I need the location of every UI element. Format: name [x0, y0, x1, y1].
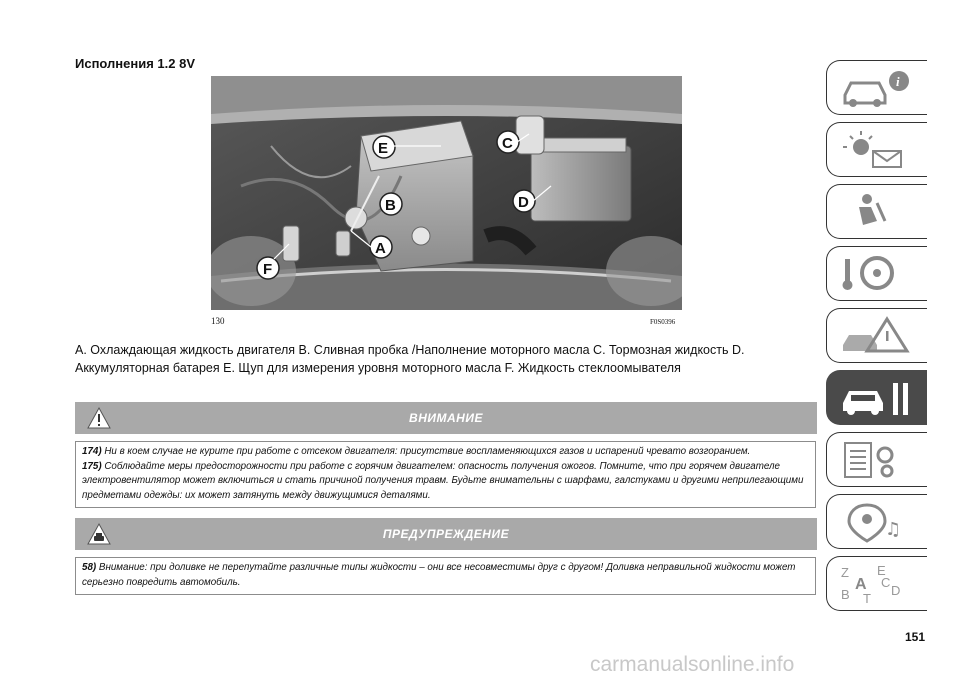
warning-lights-icon [837, 129, 917, 171]
svg-text:♫: ♫ [885, 519, 902, 540]
tab-emergency[interactable] [826, 308, 927, 363]
car-info-icon [837, 67, 917, 109]
callout-A [370, 236, 392, 258]
caution-header [75, 518, 817, 550]
svg-text:A: A [855, 576, 867, 593]
engine-bay-figure [211, 76, 682, 310]
callout-B [380, 193, 402, 215]
caution-box [75, 557, 816, 595]
steering-key-icon [837, 253, 917, 295]
tab-starting-driving[interactable] [826, 246, 927, 301]
multimedia-icon [837, 501, 917, 543]
tab-multimedia[interactable] [826, 494, 927, 549]
warning-item-text: Ни в коем случае не курите при работе с отсеком двигателя: присутствие воспламеняющихся газов и испарений чревато возгоранием. [104, 446, 751, 457]
callout-C [497, 131, 519, 153]
callout-F [257, 257, 279, 279]
caution-title: ПРЕДУПРЕЖДЕНИЕ [382, 527, 510, 541]
tab-technical-data[interactable] [826, 432, 927, 487]
airbag-seat-icon [837, 191, 917, 233]
svg-text:i: i [896, 74, 900, 89]
svg-text:E: E [378, 140, 389, 157]
caution-item-text: Внимание: при доливке не перепутайте различные типы жидкости – они все несовместимы друг с другом! Доливка неправильной жидкости может серьезно повредить автомобиль. [82, 562, 796, 588]
svg-text:Z: Z [841, 565, 849, 580]
svg-text:A: A [375, 240, 386, 257]
car-maintenance-icon [837, 377, 917, 419]
callout-D [513, 190, 535, 212]
chapter-sidebar [826, 0, 928, 620]
warning-box [75, 441, 816, 508]
caution-item [82, 561, 809, 590]
svg-text:C: C [502, 135, 513, 152]
page-number: 151 [905, 630, 926, 644]
callout-E [373, 136, 395, 158]
warning-item [82, 445, 809, 460]
tab-index[interactable] [826, 556, 927, 611]
index-letters-icon [837, 563, 917, 605]
svg-text:D: D [518, 194, 529, 211]
warning-item-number: 174) [82, 446, 102, 457]
warning-item-text: Соблюдайте меры предосторожности при работе с горячим двигателем: опасность получения ожогов. Помните, что при горячем двигателе электровентилятор может включиться и стать причиной получения травм. Будьте внимательны с шарфами, галстуками и другими неприлегающими предметами одежды: их может затянуть между движущимися деталями. [82, 460, 804, 501]
tab-maintenance[interactable] [826, 370, 927, 425]
emergency-triangle-icon [837, 315, 917, 357]
figure-caption: A. Охлаждающая жидкость двигателя B. Сливная пробка /Наполнение моторного масла C. Тормозная жидкость D. Аккумуляторная батарея E. Щуп для измерения уровня моторного масла F. Жидкость стеклоомывателя [75, 343, 745, 375]
warning-title: ВНИМАНИЕ [409, 411, 483, 425]
warning-header [75, 402, 817, 434]
svg-text:C: C [881, 575, 891, 590]
tab-safety[interactable] [826, 184, 927, 239]
warning-item [82, 460, 809, 504]
tab-car-info[interactable] [826, 60, 927, 115]
svg-text:D: D [891, 583, 901, 598]
caution-item-number: 58) [82, 562, 97, 573]
svg-text:B: B [385, 197, 396, 214]
svg-text:F: F [263, 261, 273, 278]
technical-data-icon [837, 439, 917, 481]
watermark: carmanualsonline.info [590, 653, 795, 676]
svg-text:B: B [841, 587, 850, 602]
engine-bay-illustration [211, 76, 682, 310]
section-title: Исполнения 1.2 8V [75, 56, 196, 71]
svg-text:T: T [863, 591, 871, 605]
figure-code: F0S0396 [650, 318, 676, 326]
warning-item-number: 175) [82, 460, 102, 472]
figure-number: 130 [211, 316, 225, 326]
svg-text:E: E [877, 563, 886, 578]
tab-warning-lights[interactable] [826, 122, 927, 177]
